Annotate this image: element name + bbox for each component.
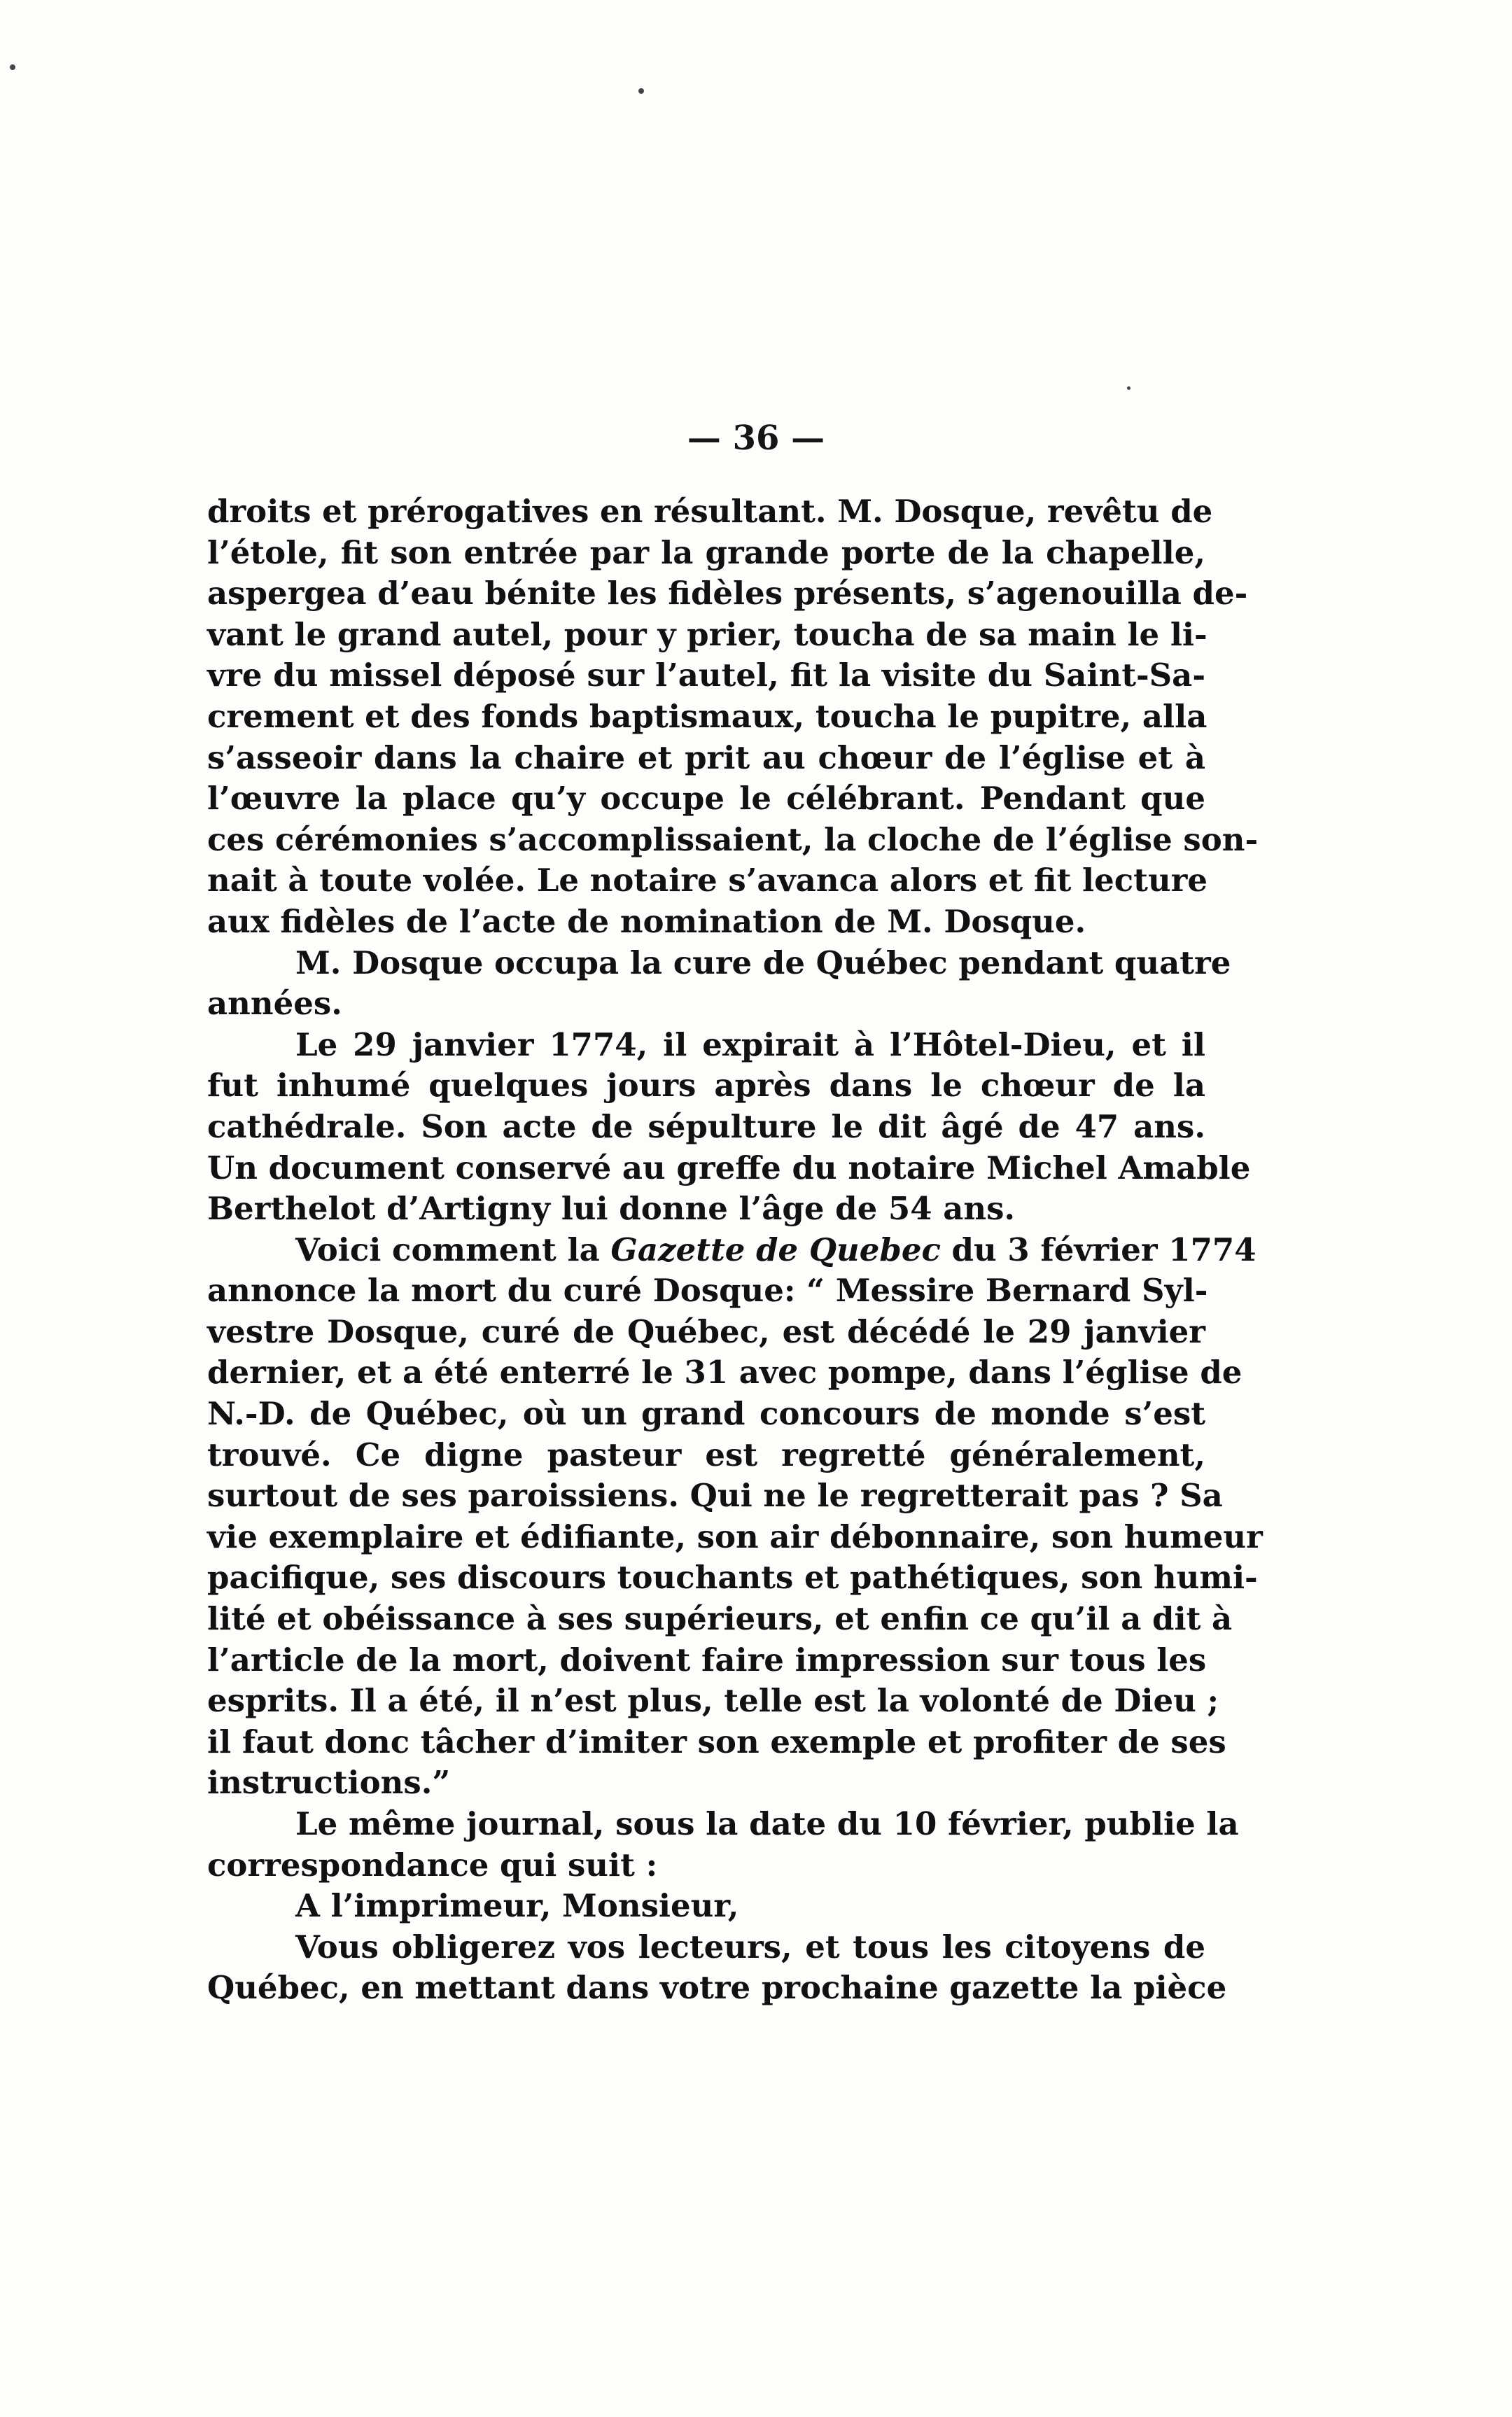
text-line: vie exemplaire et édifiante, son air débonnaire, son humeur — [207, 1518, 1263, 1555]
text-line: surtout de ses paroissiens. Qui ne le regretterait pas ? Sa — [207, 1477, 1223, 1515]
text-line: Québec, en mettant dans votre prochaine gazette la pièce — [207, 1969, 1227, 2007]
text-line: années. — [207, 985, 342, 1023]
text-line: N.-D. de Québec, où un grand concours de monde s’est — [207, 1395, 1205, 1433]
text-line: M. Dosque occupa la cure de Québec pendant quatre — [295, 944, 1231, 981]
ink-speck — [10, 64, 15, 70]
text-line: vestre Dosque, curé de Québec, est décédé le 29 janvier — [207, 1312, 1205, 1350]
text-line: aspergea d’eau bénite les fidèles présents, s’agenouilla de- — [207, 575, 1248, 612]
text-fragment: du 3 février 1774 — [940, 1231, 1256, 1268]
text-line: nait à toute volée. Le notaire s’avanca alors et fit lecture — [207, 862, 1208, 899]
gazette-title: Gazette de Quebec — [610, 1231, 941, 1268]
text-line: s’asseoir dans la chaire et prit au chœur de l’église et à — [207, 738, 1205, 776]
text-line: vre du missel déposé sur l’autel, fit la visite du Saint-Sa- — [207, 657, 1205, 694]
text-line: l’étole, fit son entrée par la grande porte de la chapelle, — [207, 533, 1205, 571]
text-line: dernier, et a été enterré le 31 avec pompe, dans l’église de — [207, 1354, 1242, 1392]
text-line: A l’imprimeur, Monsieur, — [295, 1887, 739, 1925]
text-line: aux fidèles de l’acte de nomination de M. Dosque. — [207, 902, 1086, 940]
text-line: Le même journal, sous la date du 10 février, publie la — [295, 1805, 1239, 1842]
text-line — [207, 1230, 1256, 1271]
text-line: l’œuvre la place qu’y occupe le célébrant. Pendant que — [207, 780, 1205, 818]
text-line: instructions.” — [207, 1764, 451, 1802]
text-line: correspondance qui suit : — [207, 1846, 658, 1884]
ink-speck — [1127, 386, 1130, 390]
text-fragment: Voici comment la — [295, 1231, 611, 1268]
text-line: ces cérémonies s’accomplissaient, la cloche de l’église son- — [207, 820, 1259, 858]
text-line: Berthelot d’Artigny lui donne l’âge de 54 ans. — [207, 1190, 1016, 1228]
text-line: droits et prérogatives en résultant. M. Dosque, revêtu de — [207, 493, 1213, 530]
page-number: — 36 — — [687, 419, 825, 458]
text-line: Un document conservé au greffe du notaire Michel Amable — [207, 1149, 1251, 1186]
text-line: Le 29 janvier 1774, il expirait à l’Hôtel-Dieu, et il — [295, 1025, 1205, 1063]
text-line: fut inhumé quelques jours après dans le chœur de la — [207, 1067, 1205, 1105]
text-line: pacifique, ses discours touchants et pathétiques, son humi- — [207, 1559, 1258, 1597]
text-line: esprits. Il a été, il n’est plus, telle est la volonté de Dieu ; — [207, 1682, 1219, 1720]
text-line: crement et des fonds baptismaux, toucha le pupitre, alla — [207, 697, 1208, 735]
body-text — [207, 491, 1263, 2009]
text-line: l’article de la mort, doivent faire impression sur tous les — [207, 1641, 1207, 1679]
text-line: annonce la mort du curé Dosque: “ Messire Bernard Syl- — [207, 1272, 1208, 1310]
text-line: lité et obéissance à ses supérieurs, et enfin ce qu’il a dit à — [207, 1600, 1233, 1638]
ink-speck — [638, 88, 644, 94]
text-line: trouvé. Ce digne pasteur est regretté généralement, — [207, 1436, 1205, 1473]
text-line: vant le grand autel, pour y prier, toucha de sa main le li- — [207, 615, 1208, 653]
text-line: il faut donc tâcher d’imiter son exemple et profiter de ses — [207, 1723, 1226, 1760]
text-line: Vous obligerez vos lecteurs, et tous les citoyens de — [295, 1928, 1205, 1966]
text-line: cathédrale. Son acte de sépulture le dit âgé de 47 ans. — [207, 1107, 1205, 1145]
